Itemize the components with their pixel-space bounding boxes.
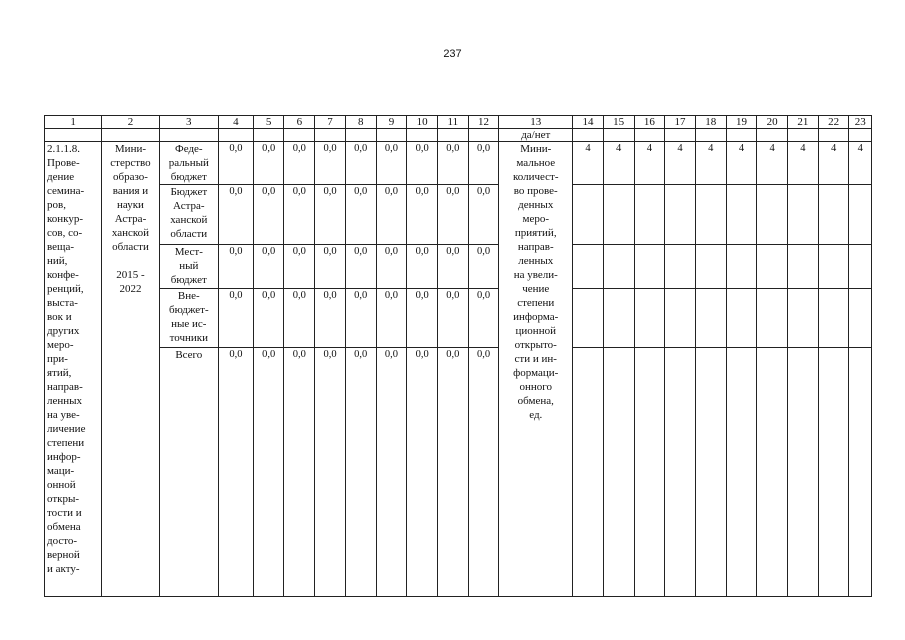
empty-cell	[284, 129, 315, 142]
column-header: 19	[726, 116, 757, 129]
indicator-value-cell: 4	[818, 142, 849, 185]
empty-cell	[757, 289, 788, 348]
measure-name-cell-line: направ-	[47, 381, 83, 393]
column-header: 7	[315, 116, 346, 129]
funding-value-cell: 0,0	[345, 142, 376, 185]
indicator-cell-line: открыто-	[514, 339, 557, 351]
indicator-cell-line: ционной	[515, 325, 556, 337]
indicator-cell-line: денных	[518, 199, 554, 211]
empty-cell	[757, 245, 788, 289]
empty-cell	[634, 129, 665, 142]
empty-cell	[345, 129, 376, 142]
empty-cell	[695, 348, 726, 597]
indicator-cell-line: количест-	[512, 171, 559, 183]
measure-name-cell-line: маци-	[47, 465, 75, 477]
indicator-cell	[499, 142, 573, 597]
funding-value-cell: 0,0	[218, 348, 253, 597]
indicator-cell-line: степени	[517, 297, 555, 309]
funding-value-cell: 0,0	[284, 142, 315, 185]
measure-name-cell-line: сов, со-	[47, 227, 83, 239]
measure-name-cell-line: при-	[47, 353, 68, 365]
indicator-value-cell: 4	[573, 142, 604, 185]
executor-cell-line: области	[112, 241, 149, 253]
column-header: 17	[665, 116, 696, 129]
column-header: 9	[376, 116, 407, 129]
empty-cell	[468, 129, 499, 142]
measure-name-cell-line: онной	[47, 479, 76, 491]
measure-name-cell-line: дение	[47, 171, 75, 183]
empty-cell	[603, 245, 634, 289]
empty-cell	[573, 289, 604, 348]
indicator-value-cell: 4	[726, 142, 757, 185]
empty-cell	[757, 185, 788, 245]
subheader-row	[45, 129, 872, 142]
empty-cell	[603, 348, 634, 597]
column-header: 2	[102, 116, 159, 129]
indicator-cell-line: ленных	[518, 255, 554, 267]
measure-name-cell	[45, 142, 102, 597]
indicator-value-cell: 4	[634, 142, 665, 185]
indicator-value-cell: 4	[665, 142, 696, 185]
empty-cell	[315, 129, 346, 142]
funding-value-cell: 0,0	[315, 142, 346, 185]
funding-value-cell: 0,0	[315, 185, 346, 245]
funding-source-cell-line: бюджет	[170, 171, 207, 183]
funding-value-cell: 0,0	[218, 142, 253, 185]
measure-name-cell-line: ленных	[47, 395, 83, 407]
executor-cell-line: науки	[116, 199, 144, 211]
column-header: 15	[603, 116, 634, 129]
empty-cell	[438, 129, 469, 142]
measure-name-cell-line: ренций,	[47, 283, 84, 295]
column-header: 8	[345, 116, 376, 129]
funding-value-cell: 0,0	[407, 185, 438, 245]
funding-source-cell	[159, 289, 218, 348]
funding-source-cell-line: Вне-	[177, 290, 200, 302]
header-row	[45, 116, 872, 129]
empty-cell	[376, 129, 407, 142]
funding-value-cell: 0,0	[284, 289, 315, 348]
column-header: 4	[218, 116, 253, 129]
empty-cell	[102, 129, 159, 142]
measure-name-cell-line: откры-	[47, 493, 80, 505]
funding-source-cell-line: Всего	[175, 349, 203, 361]
funding-value-cell: 0,0	[407, 142, 438, 185]
executor-cell-line: стерство	[110, 157, 151, 169]
column-header: 21	[788, 116, 819, 129]
measure-name-cell-line: других	[47, 325, 80, 337]
empty-cell	[695, 289, 726, 348]
indicator-cell-line: во прове-	[513, 185, 558, 197]
empty-cell	[818, 348, 849, 597]
empty-cell	[788, 289, 819, 348]
funding-value-cell: 0,0	[284, 245, 315, 289]
empty-cell	[218, 129, 253, 142]
funding-value-cell: 0,0	[218, 185, 253, 245]
empty-cell	[665, 129, 696, 142]
empty-cell	[695, 245, 726, 289]
empty-cell	[818, 289, 849, 348]
funding-value-cell: 0,0	[468, 289, 499, 348]
indicator-value-cell: 4	[788, 142, 819, 185]
funding-value-cell: 0,0	[376, 245, 407, 289]
empty-cell	[665, 185, 696, 245]
indicator-cell-line: меро-	[522, 213, 549, 225]
column-header: 20	[757, 116, 788, 129]
indicator-cell-line: на увели-	[513, 269, 558, 281]
funding-value-cell: 0,0	[438, 142, 469, 185]
column-header: 5	[253, 116, 284, 129]
funding-value-cell: 0,0	[407, 348, 438, 597]
funding-value-cell: 0,0	[376, 289, 407, 348]
empty-cell	[573, 185, 604, 245]
funding-source-cell-line: области	[170, 228, 208, 240]
measure-name-cell-line: выста-	[47, 297, 78, 309]
empty-cell	[788, 245, 819, 289]
measure-name-cell-line: степени	[47, 437, 85, 449]
executor-cell-line	[104, 254, 156, 268]
measure-name-cell-line: инфор-	[47, 451, 81, 463]
funding-value-cell: 0,0	[253, 142, 284, 185]
measure-name-cell-line: досто-	[47, 535, 78, 547]
empty-cell	[726, 129, 757, 142]
indicator-cell-line: формаци-	[513, 367, 559, 379]
funding-value-cell: 0,0	[345, 289, 376, 348]
empty-cell	[603, 185, 634, 245]
measure-name-cell-line: личение	[47, 423, 86, 435]
empty-cell	[788, 348, 819, 597]
indicator-cell-line: приятий,	[514, 227, 557, 239]
funding-value-cell: 0,0	[253, 289, 284, 348]
empty-cell	[757, 129, 788, 142]
empty-cell	[757, 348, 788, 597]
table-row	[45, 245, 872, 289]
measure-name-cell-line: ний,	[47, 255, 68, 267]
funding-value-cell: 0,0	[345, 185, 376, 245]
measure-name-cell-line: веща-	[47, 241, 75, 253]
empty-cell	[634, 245, 665, 289]
funding-value-cell: 0,0	[218, 289, 253, 348]
measure-name-cell-line: 2.1.1.8.	[47, 143, 80, 155]
measure-name-cell-line: вок и	[47, 311, 72, 323]
funding-value-cell: 0,0	[253, 348, 284, 597]
funding-source-cell	[159, 245, 218, 289]
funding-source-cell-line: Бюджет	[170, 186, 208, 198]
indicator-value-cell: 4	[849, 142, 872, 185]
executor-cell-line: ханской	[111, 227, 150, 239]
empty-cell	[573, 129, 604, 142]
empty-cell	[818, 129, 849, 142]
empty-cell	[849, 129, 872, 142]
measure-name-cell-line: и акту-	[47, 563, 80, 575]
empty-cell	[45, 129, 102, 142]
measure-name-cell-line: обмена	[47, 521, 81, 533]
empty-cell	[818, 185, 849, 245]
empty-cell	[665, 245, 696, 289]
funding-source-cell-line: бюджет	[170, 274, 207, 286]
funding-value-cell: 0,0	[468, 348, 499, 597]
measure-name-cell-line: ятий,	[47, 367, 72, 379]
column-header: 10	[407, 116, 438, 129]
table-row	[45, 348, 872, 597]
empty-cell	[253, 129, 284, 142]
measure-name-cell-line: на уве-	[47, 409, 80, 421]
executor-cell-line: 2015 -	[116, 269, 145, 281]
funding-source-cell-line: точники	[169, 332, 209, 344]
indicator-cell-line: онного	[519, 381, 552, 393]
empty-cell	[695, 185, 726, 245]
empty-cell	[726, 245, 757, 289]
column-header: 18	[695, 116, 726, 129]
empty-cell	[407, 129, 438, 142]
column-header: 16	[634, 116, 665, 129]
page-number: 237	[443, 48, 462, 60]
column-header: 1	[45, 116, 102, 129]
column-header: 11	[438, 116, 469, 129]
empty-cell	[603, 129, 634, 142]
executor-cell-line: 2022	[119, 283, 142, 295]
column-header: 3	[159, 116, 218, 129]
measure-name-cell-line: семина-	[47, 185, 85, 197]
empty-cell	[788, 129, 819, 142]
funding-value-cell: 0,0	[345, 245, 376, 289]
indicator-cell-line: сти и ин-	[514, 353, 557, 365]
funding-value-cell: 0,0	[468, 245, 499, 289]
column-header: 12	[468, 116, 499, 129]
funding-source-cell-line: бюджет-	[168, 304, 209, 316]
empty-cell	[818, 245, 849, 289]
table-row	[45, 185, 872, 245]
funding-value-cell: 0,0	[407, 245, 438, 289]
empty-cell	[849, 289, 872, 348]
table-row	[45, 142, 872, 185]
funding-value-cell: 0,0	[253, 245, 284, 289]
measure-name-cell-line: верной	[47, 549, 80, 561]
indicator-cell-line: мальное	[516, 157, 556, 169]
measure-name-cell-line: Прове-	[47, 157, 80, 169]
empty-cell	[849, 245, 872, 289]
empty-cell	[726, 185, 757, 245]
indicator-cell-line: чение	[522, 283, 550, 295]
column-header: 6	[284, 116, 315, 129]
program-table	[44, 115, 872, 597]
funding-source-cell-line: ные ис-	[171, 318, 207, 330]
indicator-cell-line: ед.	[529, 409, 543, 421]
funding-source-cell	[159, 185, 218, 245]
funding-value-cell: 0,0	[315, 348, 346, 597]
funding-value-cell: 0,0	[438, 348, 469, 597]
indicator-value-cell: 4	[757, 142, 788, 185]
empty-cell	[573, 348, 604, 597]
empty-cell	[573, 245, 604, 289]
empty-cell	[788, 185, 819, 245]
indicator-cell-line: Мини-	[520, 143, 552, 155]
column-header: 23	[849, 116, 872, 129]
empty-cell	[726, 348, 757, 597]
funding-value-cell: 0,0	[407, 289, 438, 348]
funding-source-cell-line: Мест-	[174, 246, 203, 258]
empty-cell	[634, 348, 665, 597]
indicator-value-cell: 4	[695, 142, 726, 185]
measure-name-cell-line: конфе-	[47, 269, 79, 281]
funding-value-cell: 0,0	[438, 245, 469, 289]
empty-cell	[634, 185, 665, 245]
executor-cell-line: вания и	[112, 185, 149, 197]
measure-name-cell-line: конкур-	[47, 213, 84, 225]
measure-name-cell-line: тости и	[47, 507, 82, 519]
funding-source-cell	[159, 142, 218, 185]
funding-source-cell-line: ханской	[170, 214, 208, 226]
executor-cell-line: Астра-	[114, 213, 147, 225]
funding-value-cell: 0,0	[468, 142, 499, 185]
empty-cell	[603, 289, 634, 348]
funding-value-cell: 0,0	[376, 142, 407, 185]
funding-value-cell: 0,0	[315, 289, 346, 348]
funding-value-cell: 0,0	[376, 348, 407, 597]
table-row	[45, 289, 872, 348]
executor-cell-line: образо-	[113, 171, 148, 183]
funding-source-cell	[159, 348, 218, 597]
measure-name-cell-line: меро-	[47, 339, 74, 351]
funding-value-cell: 0,0	[284, 348, 315, 597]
executor-cell	[102, 142, 159, 597]
empty-cell	[159, 129, 218, 142]
unit-subheader: да/нет	[499, 129, 573, 142]
funding-source-cell-line: ральный	[168, 157, 209, 169]
funding-source-cell-line: Феде-	[175, 143, 203, 155]
column-header: 14	[573, 116, 604, 129]
funding-value-cell: 0,0	[315, 245, 346, 289]
funding-value-cell: 0,0	[218, 245, 253, 289]
funding-value-cell: 0,0	[438, 289, 469, 348]
indicator-value-cell: 4	[603, 142, 634, 185]
funding-value-cell: 0,0	[253, 185, 284, 245]
indicator-cell-line: направ-	[517, 241, 554, 253]
column-header: 22	[818, 116, 849, 129]
empty-cell	[665, 289, 696, 348]
empty-cell	[695, 129, 726, 142]
empty-cell	[726, 289, 757, 348]
empty-cell	[849, 348, 872, 597]
measure-name-cell-line: ров,	[47, 199, 66, 211]
funding-value-cell: 0,0	[284, 185, 315, 245]
funding-value-cell: 0,0	[376, 185, 407, 245]
indicator-cell-line: обмена,	[517, 395, 554, 407]
empty-cell	[665, 348, 696, 597]
indicator-cell-line: информа-	[513, 311, 559, 323]
funding-value-cell: 0,0	[468, 185, 499, 245]
column-header: 13	[499, 116, 573, 129]
empty-cell	[634, 289, 665, 348]
funding-source-cell-line: ный	[179, 260, 199, 272]
executor-cell-line: Мини-	[114, 143, 147, 155]
funding-source-cell-line: Астра-	[173, 200, 205, 212]
funding-value-cell: 0,0	[438, 185, 469, 245]
empty-cell	[849, 185, 872, 245]
funding-value-cell: 0,0	[345, 348, 376, 597]
